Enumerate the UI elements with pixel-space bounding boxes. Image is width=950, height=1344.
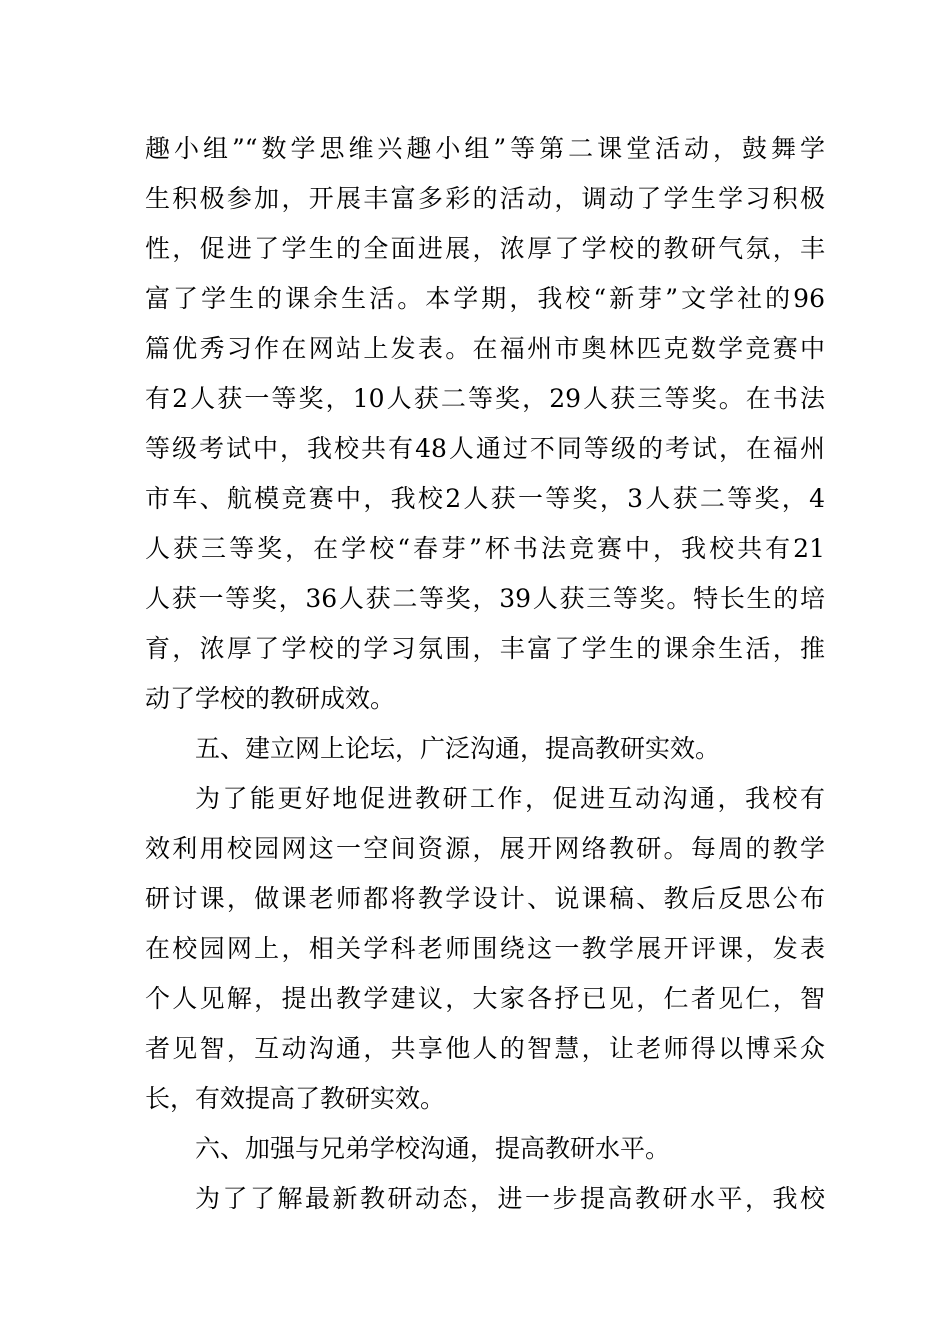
- text-line-17: 在校园网上，相关学科老师围绕这一教学展开评课，发表: [145, 934, 825, 963]
- text-line-2: 生积极参加，开展丰富多彩的活动，调动了学生学习积极: [145, 184, 825, 213]
- text-line-18: 个人见解，提出教学建议，大家各抒已见，仁者见仁，智: [145, 984, 825, 1013]
- text-line-14: 为了能更好地促进教研工作，促进互动沟通，我校有: [195, 784, 825, 813]
- text-line-19: 者见智，互动沟通，共享他人的智慧，让老师得以博采众: [145, 1034, 825, 1063]
- text-line-5: 篇优秀习作在网站上发表。在福州市奥林匹克数学竞赛中: [145, 334, 825, 363]
- text-line-1: 趣小组”“数学思维兴趣小组”等第二课堂活动，鼓舞学: [145, 134, 825, 163]
- text-line-11: 育，浓厚了学校的学习氛围，丰富了学生的课余生活，推: [145, 634, 825, 663]
- text-line-10: 人获一等奖，36人获二等奖，39人获三等奖。特长生的培: [145, 584, 825, 613]
- text-line-12: 动了学校的教研成效。: [145, 684, 396, 713]
- text-line-3: 性，促进了学生的全面进展，浓厚了学校的教研气氛，丰: [145, 234, 825, 263]
- text-line-22: 为了了解最新教研动态，进一步提高教研水平，我校: [195, 1184, 825, 1213]
- text-line-20: 长，有效提高了教研实效。: [145, 1084, 446, 1113]
- section-heading-5: 五、建立网上论坛，广泛沟通，提高教研实效。: [195, 734, 721, 763]
- text-line-16: 研讨课，做课老师都将教学设计、说课稿、教后反思公布: [145, 884, 825, 913]
- text-line-9: 人获三等奖，在学校“春芽”杯书法竞赛中，我校共有21: [145, 534, 825, 563]
- section-heading-6: 六、加强与兄弟学校沟通，提高教研水平。: [195, 1134, 671, 1163]
- text-line-8: 市车、航模竞赛中，我校2人获一等奖，3人获二等奖，4: [145, 484, 825, 513]
- text-line-15: 效利用校园网这一空间资源，展开网络教研。每周的教学: [145, 834, 825, 863]
- text-line-6: 有2人获一等奖，10人获二等奖，29人获三等奖。在书法: [145, 384, 825, 413]
- text-line-7: 等级考试中，我校共有48人通过不同等级的考试，在福州: [145, 434, 825, 463]
- text-line-4: 富了学生的课余生活。本学期，我校“新芽”文学社的96: [145, 284, 825, 313]
